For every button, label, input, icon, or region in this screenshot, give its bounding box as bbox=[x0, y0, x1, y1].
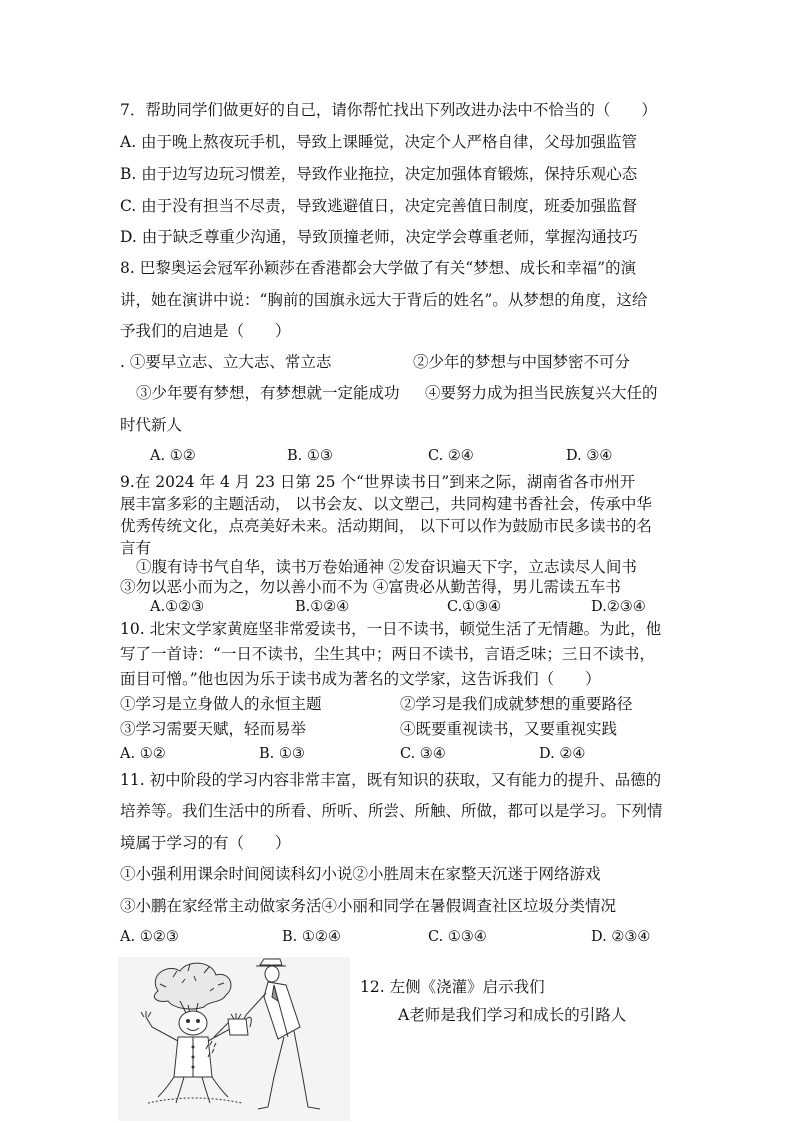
q8-choice-d: D. ③④ bbox=[566, 448, 613, 464]
q12-option-a: A老师是我们学习和成长的引路人 bbox=[398, 1006, 627, 1024]
q10-stem-line-1: 10. 北宋文学家黄庭坚非常爱读书，一日不读书，顿觉生活了无情趣。为此，他 bbox=[120, 620, 662, 638]
q7-option-c: C. 由于没有担当不尽责，导致逃避值日，决定完善值日制度，班委加强监督 bbox=[120, 197, 638, 215]
q9-items-line-1: ①腹有诗书气自华，读书万卷始通神 ②发奋识遍天下字，立志读尽人间书 bbox=[136, 558, 637, 576]
q7-option-a: A. 由于晚上熬夜玩手机，导致上课睡觉，决定个人严格自律，父母加强监管 bbox=[120, 133, 638, 151]
q11-items-line-2: ③小鹏在家经常主动做家务活④小丽和同学在暑假调查社区垃圾分类情况 bbox=[120, 897, 617, 915]
q9-choice-c: C.①③④ bbox=[447, 599, 502, 615]
q8-item-4-continued: 时代新人 bbox=[120, 416, 183, 434]
q10-choice-d: D. ②④ bbox=[539, 746, 586, 762]
q11-choice-a: A. ①②③ bbox=[120, 929, 179, 945]
q10-choice-b: B. ①③ bbox=[259, 746, 305, 762]
q7-option-b: B. 由于边写边玩习惯差，导致作业拖拉，决定加强体育锻炼，保持乐观心态 bbox=[120, 165, 638, 183]
watering-illustration bbox=[118, 957, 350, 1121]
q8-item-1: . ①要早立志、立大志、常立志 bbox=[120, 353, 332, 371]
q11-stem-line-3: 境属于学习的有（ ） bbox=[120, 834, 291, 852]
q10-item-1: ①学习是立身做人的永恒主题 bbox=[120, 695, 322, 713]
q9-choice-a: A.①②③ bbox=[150, 599, 205, 615]
q12-stem: 12. 左侧《浇灌》启示我们 bbox=[360, 978, 545, 996]
q11-choice-b: B. ①②④ bbox=[282, 929, 341, 945]
q8-choice-a: A. ①② bbox=[150, 448, 196, 464]
q10-item-3: ③学习需要天赋，轻而易举 bbox=[120, 720, 307, 738]
q8-stem-line-1: 8. 巴黎奥运会冠军孙颖莎在香港都会大学做了有关“梦想、成长和幸福”的演 bbox=[120, 259, 637, 277]
q11-stem-line-1: 11. 初中阶段的学习内容非常丰富，既有知识的获取，又有能力的提升、品德的 bbox=[120, 771, 662, 789]
q10-item-4: ④既要重视读书，又要重视实践 bbox=[400, 720, 618, 738]
q10-item-2: ②学习是我们成就梦想的重要路径 bbox=[400, 695, 633, 713]
q11-choice-d: D. ②③④ bbox=[591, 929, 651, 945]
q10-stem-line-2: 写了一首诗：“一日不读书，尘生其中；两日不读书，言语乏味；三日不读书， bbox=[120, 645, 655, 663]
q9-choice-b: B.①②④ bbox=[295, 599, 350, 615]
q7-stem: 7．帮助同学们做更好的自己，请你帮忙找出下列改进办法中不恰当的（ ） bbox=[120, 101, 657, 119]
q10-choice-c: C. ③④ bbox=[400, 746, 446, 762]
q8-item-4: ④要努力成为担当民族复兴大任的 bbox=[425, 384, 658, 402]
q8-stem-line-3: 予我们的启迪是（ ） bbox=[120, 322, 291, 340]
q8-item-2: ②少年的梦想与中国梦密不可分 bbox=[413, 353, 631, 371]
q8-item-3: ③少年要有梦想，有梦想就一定能成功 bbox=[136, 384, 400, 402]
q8-stem-line-2: 讲，她在演讲中说：“胸前的国旗永远大于背后的姓名”。从梦想的角度，这给 bbox=[120, 291, 648, 309]
q7-option-d: D. 由于缺乏尊重少沟通，导致顶撞老师，决定学会尊重老师，掌握沟通技巧 bbox=[120, 228, 638, 246]
q9-stem-line-2: 展丰富多彩的主题活动， 以书会友、以文塑己，共同构建书香社会，传承中华 bbox=[120, 495, 652, 513]
q9-stem-line-3: 优秀传统文化，点亮美好未来。活动期间， 以下可以作为鼓励市民多读书的名 bbox=[120, 517, 652, 535]
q11-items-line-1: ①小强利用课余时间阅读科幻小说②小胜周末在家整天沉迷于网络游戏 bbox=[120, 865, 601, 883]
q9-items-line-2: ③勿以恶小而为之，勿以善小而不为 ④富贵必从勤苦得，男儿需读五车书 bbox=[120, 578, 621, 596]
q10-stem-line-3: 面目可憎。”他也因为乐于读书成为著名的文学家，这告诉我们（ ） bbox=[120, 670, 601, 688]
q11-choice-c: C. ①③④ bbox=[428, 929, 487, 945]
q8-choice-b: B. ①③ bbox=[287, 448, 333, 464]
q8-choice-c: C. ②④ bbox=[428, 448, 474, 464]
q9-stem-line-1: 9.在 2024 年 4 月 23 日第 25 个“世界读书日”到来之际，湖南省各市州开 bbox=[120, 473, 636, 491]
q10-choice-a: A. ①② bbox=[120, 746, 166, 762]
q9-stem-line-4: 言有 bbox=[120, 539, 152, 557]
q9-choice-d: D.②③④ bbox=[591, 599, 646, 615]
q11-stem-line-2: 培养等。我们生活中的所看、所听、所尝、所触、所做，都可以是学习。下列情 bbox=[120, 802, 663, 820]
